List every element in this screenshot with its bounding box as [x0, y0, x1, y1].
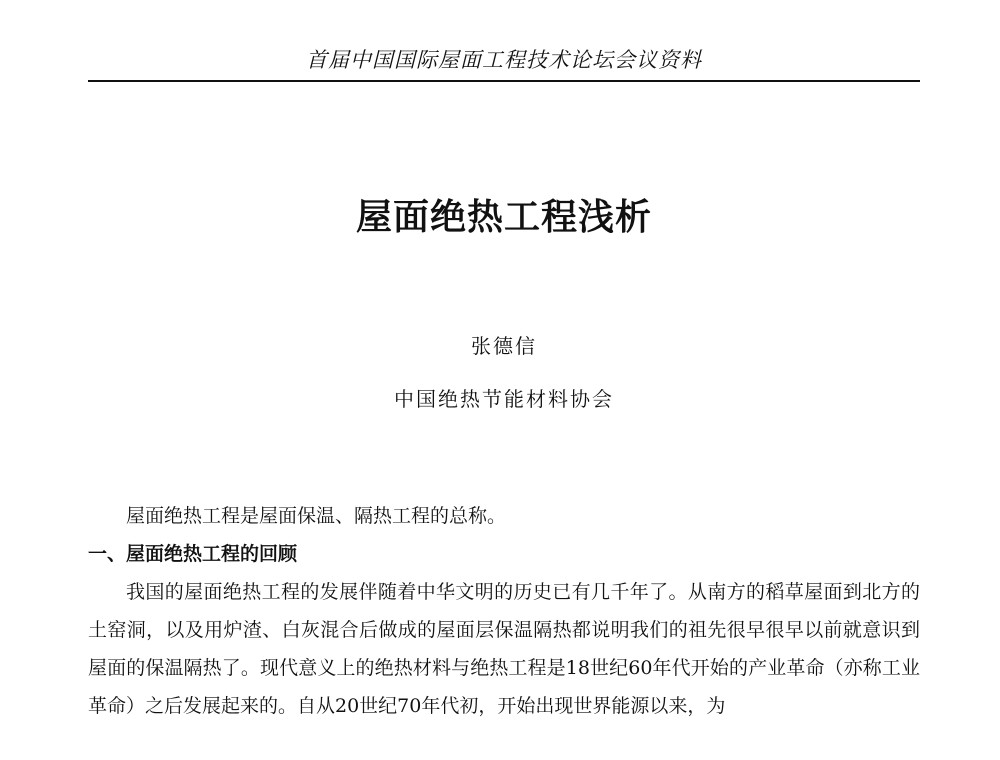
- author-affiliation: 中国绝热节能材料协会: [394, 387, 614, 411]
- header-rule: [88, 80, 920, 82]
- author-name: 张德信: [471, 334, 537, 358]
- article-body: [88, 497, 920, 725]
- section-review-paragraph: 我国的屋面绝热工程的发展伴随着中华文明的历史已有几千年了。从南方的稻草屋面到北方的土窑洞，以及用炉渣、白灰混合后做成的屋面层保温隔热都说明我们的祖先很早很早以前就意识到屋面的保温隔热了。现代意义上的绝热材料与绝热工程是18世纪60年代开始的产业革命（亦称工业革命）之后发展起来的。自从20世纪70年代初，开始出现世界能源以来，为: [88, 581, 920, 717]
- section-heading-review: 一、屋面绝热工程的回顾: [88, 543, 298, 565]
- article-title: 屋面绝热工程浅析: [355, 197, 652, 238]
- running-header: 首届中国国际屋面工程技术论坛会议资料: [306, 48, 702, 72]
- intro-paragraph: 屋面绝热工程是屋面保温、隔热工程的总称。: [126, 505, 507, 527]
